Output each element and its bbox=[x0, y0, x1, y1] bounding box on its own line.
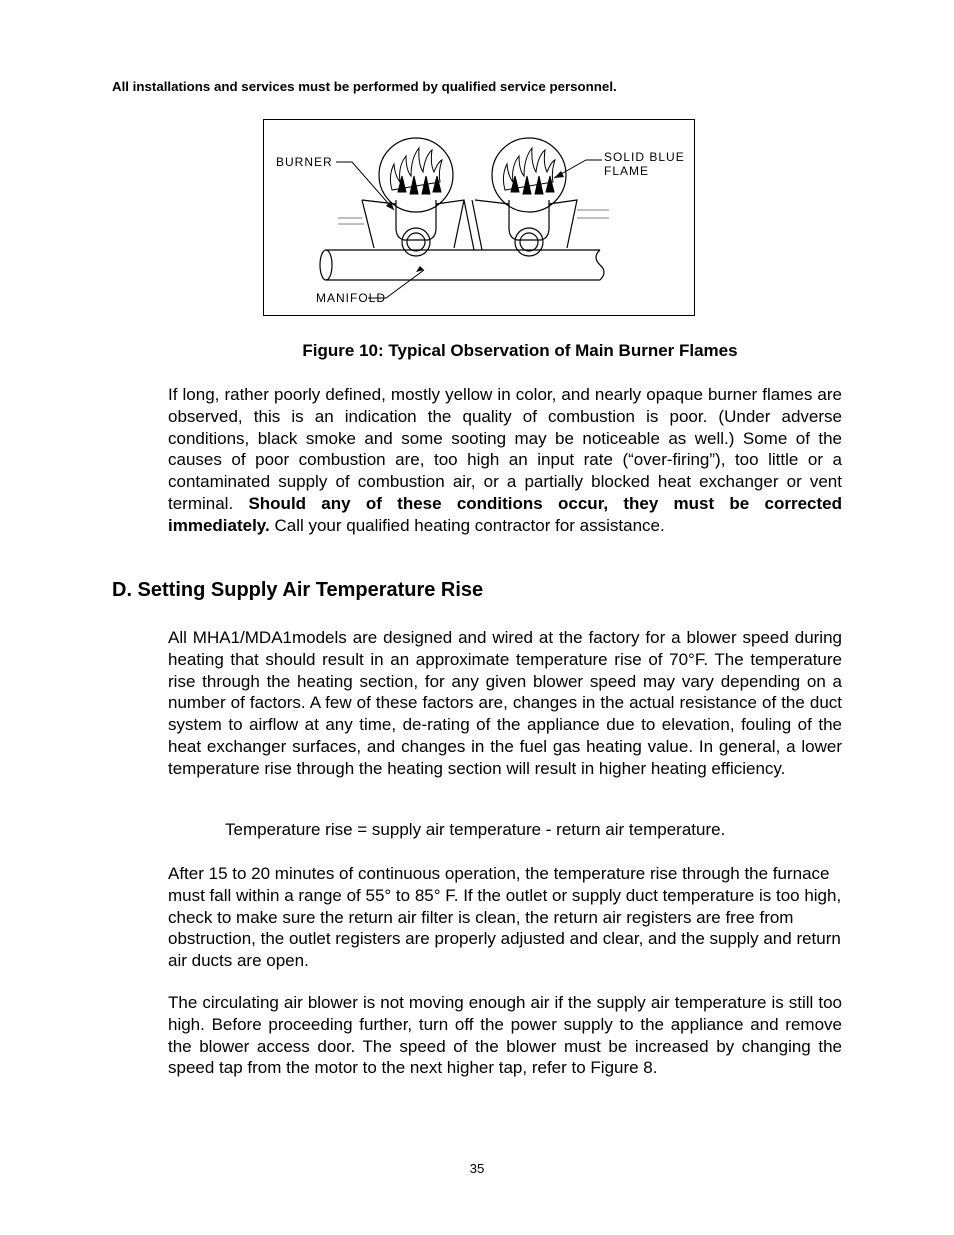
solid-blue-label: SOLID BLUE bbox=[604, 150, 685, 164]
right-burner-face bbox=[492, 138, 566, 212]
combustion-text: If long, rather poorly defined, mostly yellow in color, and nearly opaque burner flames are observed, this is an indication the quality of combustion is poor. (Under adverse conditions, black smoke and some sooting may be noticeable as well.) Some of the causes of poor combustion are, too high an input rate (“over-firing”), too little or a contaminated supply of combustion air, or a partially blocked heat exchanger or vent terminal. bbox=[168, 385, 842, 513]
burner-tubes bbox=[338, 200, 609, 256]
temperature-rise-paragraph: All MHA1/MDA1models are designed and wired at the factory for a blower speed during heating that should result in an approximate temperature rise of 70°F. The temperature rise through the heating section, for any given blower speed may vary depending on a number of factors. A few of these factors are, changes in the actual resistance of the duct system to airflow at any time, de-rating of the appliance due to elevation, fouling of the heat exchanger surfaces, and changes in the fuel gas heating value. In general, a lower temperature rise through the heating section will result in higher heating efficiency. bbox=[168, 628, 842, 778]
leader-lines bbox=[336, 160, 602, 298]
safety-notice: All installations and services must be performed by qualified service personnel. bbox=[112, 79, 617, 94]
page-number: 35 bbox=[469, 1161, 485, 1176]
manifold-label: MANIFOLD bbox=[316, 291, 387, 305]
operation-paragraph: After 15 to 20 minutes of continuous operation, the temperature rise through the furnace must fall within a range of 55° to 85° F. If the outlet or supply duct temperature is too high, check to make sure the return air filter is clean, the return air registers are free from obstruction, the outlet registers are properly adjusted and clear, and the supply and return air ducts are open. bbox=[168, 864, 842, 971]
manifold-pipe bbox=[320, 250, 604, 280]
burner-diagram bbox=[264, 120, 694, 315]
left-burner-face bbox=[379, 138, 453, 212]
figure-caption: Figure 10: Typical Observation of Main Burner Flames bbox=[302, 341, 738, 360]
blower-paragraph: The circulating air blower is not moving enough air if the supply air temperature is still too high. Before proceeding further, turn off the power supply to the appliance and remove the blower access door. The speed of the blower must be increased by changing the speed tap from the motor to the next higher tap, refer to Figure 8. bbox=[168, 993, 842, 1078]
right-flames-icon bbox=[503, 148, 555, 194]
left-flames-icon bbox=[390, 148, 442, 194]
combustion-paragraph bbox=[168, 384, 842, 537]
temperature-rise-formula: Temperature rise = supply air temperature - return air temperature. bbox=[225, 820, 726, 839]
section-heading: D. Setting Supply Air Temperature Rise bbox=[112, 579, 484, 601]
burner-label: BURNER bbox=[276, 155, 333, 169]
combustion-warning: Should any of these conditions occur, they must be corrected immediately. bbox=[168, 493, 842, 535]
flame-label: FLAME bbox=[604, 164, 650, 178]
burner-flame-figure bbox=[263, 119, 695, 316]
combustion-advice: Call your qualified heating contractor for assistance. bbox=[269, 515, 665, 535]
